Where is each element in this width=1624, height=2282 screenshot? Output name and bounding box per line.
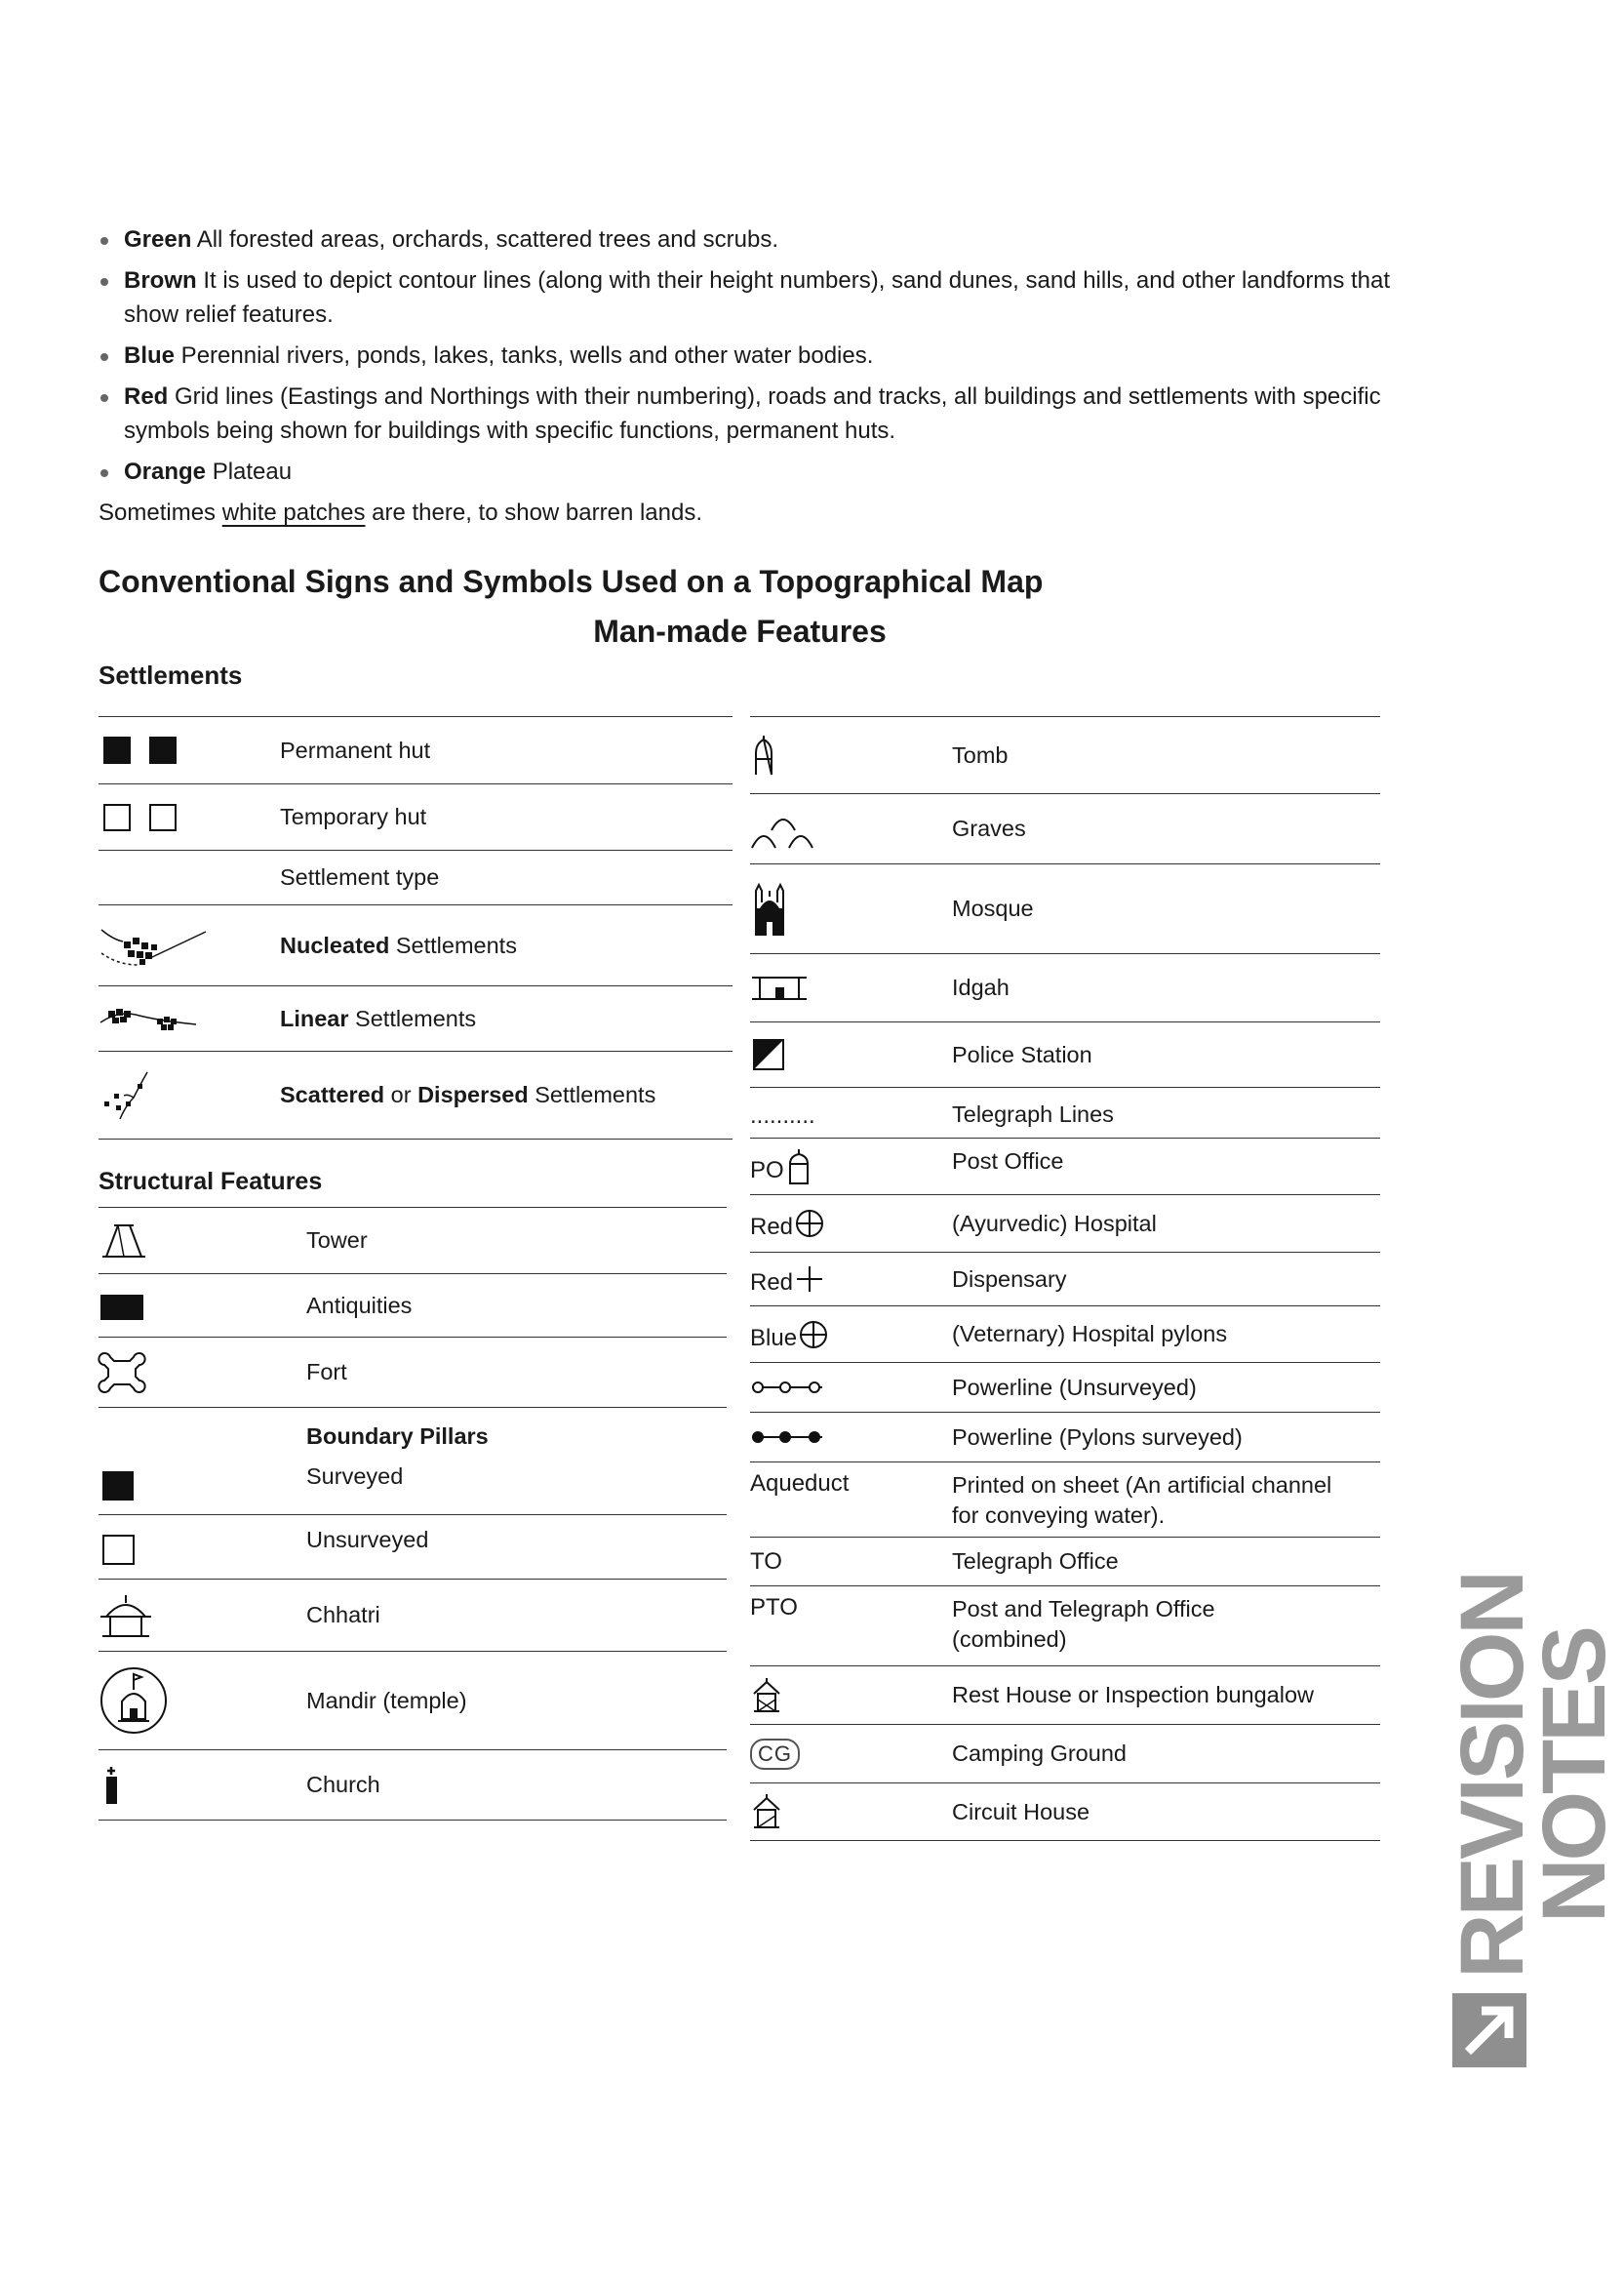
table-row xyxy=(99,1651,727,1749)
bullet-color: Blue xyxy=(124,342,176,369)
row-label-bold: Scattered xyxy=(280,1082,385,1107)
powerline-filled-icon xyxy=(750,1427,952,1447)
note-text: are there, to show barren lands. xyxy=(365,500,702,526)
row-label: Tower xyxy=(306,1227,368,1253)
row-label xyxy=(952,1594,1215,1655)
graves-icon xyxy=(750,809,952,850)
crossed-circle-icon xyxy=(793,1207,826,1240)
table-row xyxy=(99,1207,727,1273)
bullet-text: All forested areas, orchards, scattered trees and scrubs. xyxy=(191,226,779,253)
idgah-icon xyxy=(750,974,952,1003)
table-row xyxy=(750,1021,1380,1087)
dispensary-symbol xyxy=(750,1261,952,1297)
camping-ground-icon xyxy=(750,1739,952,1770)
bullet-red xyxy=(99,380,1396,448)
camping-ground-text: CG xyxy=(750,1739,800,1770)
table-row xyxy=(750,1252,1380,1305)
symbol-text: Red xyxy=(750,1269,794,1296)
row-label: Tomb xyxy=(952,741,1009,768)
row-label xyxy=(952,1470,1331,1531)
circuit-house-icon xyxy=(750,1794,952,1829)
note-underlined: white patches xyxy=(221,500,366,526)
scattered-settlement-icon xyxy=(99,1066,280,1125)
boundary-pillars-heading: Boundary Pillars xyxy=(306,1423,489,1449)
empty-square-icon xyxy=(99,1525,306,1566)
table-row xyxy=(750,1138,1380,1194)
bullet-color: Green xyxy=(124,226,192,253)
powerline-open-icon xyxy=(750,1378,952,1397)
bullet-text: Perennial rivers, ponds, lakes, tanks, wells and other water bodies. xyxy=(175,342,874,369)
row-label: Telegraph Lines xyxy=(952,1101,1114,1127)
structural-heading: Structural Features xyxy=(99,1168,323,1195)
table-row xyxy=(99,1749,727,1821)
antiquities-icon xyxy=(99,1291,306,1320)
row-label-line: Printed on sheet (An artificial channel xyxy=(952,1472,1332,1498)
row-label: Mandir (temple) xyxy=(306,1687,467,1713)
row-label: (Veternary) Hospital pylons xyxy=(952,1321,1228,1346)
filled-square-icon xyxy=(99,1461,306,1501)
telegraph-office-symbol: TO xyxy=(750,1547,782,1575)
table-row xyxy=(99,985,733,1051)
barren-lands-note xyxy=(99,496,1396,530)
table-row xyxy=(750,793,1380,863)
fort-icon xyxy=(99,1351,306,1394)
table-row xyxy=(99,1273,727,1337)
structural-table xyxy=(99,1207,727,1821)
row-label: Idgah xyxy=(952,975,1010,1000)
table-row xyxy=(750,716,1380,793)
row-label-bold: Nucleated xyxy=(280,932,390,958)
table-row xyxy=(750,1305,1380,1362)
table-row xyxy=(750,953,1380,1021)
row-label: Rest House or Inspection bungalow xyxy=(952,1682,1314,1707)
table-row xyxy=(99,783,733,850)
church-icon xyxy=(99,1765,306,1806)
row-label-rest: Settlements xyxy=(528,1082,656,1107)
section-title: Conventional Signs and Symbols Used on a Topographical Map xyxy=(99,564,1044,599)
bullet-text: Plateau xyxy=(206,459,293,485)
row-label: Fort xyxy=(306,1359,347,1384)
row-label: Chhatri xyxy=(306,1602,380,1627)
row-label xyxy=(280,1080,655,1110)
row-label: Circuit House xyxy=(952,1798,1090,1824)
table-row xyxy=(750,1665,1380,1724)
row-label: Powerline (Unsurveyed) xyxy=(952,1374,1197,1400)
right-symbols-table xyxy=(750,716,1380,1841)
side-banner-text: REVISION NOTES xyxy=(1443,1573,1624,1979)
arrow-up-right-icon xyxy=(1452,1993,1526,2067)
row-label: Dispensary xyxy=(952,1265,1067,1292)
row-label: Temporary hut xyxy=(280,804,427,829)
section-subtitle: Man-made Features xyxy=(593,614,887,649)
rest-house-icon xyxy=(750,1678,952,1713)
linear-settlement-icon xyxy=(99,999,280,1038)
row-label: Church xyxy=(306,1772,380,1797)
tomb-icon xyxy=(750,734,952,777)
table-row xyxy=(99,1452,727,1514)
bullet-text: It is used to depict contour lines (along with their height numbers), sand dunes, sand hills, and other landforms that show relief features. xyxy=(124,267,1391,328)
row-label: Camping Ground xyxy=(952,1741,1127,1766)
note-text: Sometimes xyxy=(99,500,222,526)
table-row xyxy=(750,863,1380,953)
row-label xyxy=(280,931,517,961)
table-row xyxy=(99,716,733,783)
veterinary-hospital-symbol xyxy=(750,1317,952,1352)
aqueduct-symbol: Aqueduct xyxy=(750,1470,850,1497)
tower-icon xyxy=(99,1221,306,1261)
table-row xyxy=(750,1585,1380,1665)
row-label: Telegraph Office xyxy=(952,1548,1119,1574)
row-label-line: for conveying water). xyxy=(952,1502,1166,1528)
color-bullet-list xyxy=(99,222,1396,530)
cross-icon xyxy=(793,1262,826,1296)
row-label: Powerline (Pylons surveyed) xyxy=(952,1423,1243,1450)
row-label xyxy=(280,1004,476,1034)
filled-squares-icon xyxy=(99,736,280,765)
telegraph-lines-symbol: .......... xyxy=(750,1102,815,1129)
bullet-color: Brown xyxy=(124,267,197,294)
row-label-line: Post and Telegraph Office xyxy=(952,1596,1215,1621)
table-row xyxy=(750,1537,1380,1585)
table-row xyxy=(750,1412,1380,1461)
row-label: Unsurveyed xyxy=(306,1527,429,1552)
bullet-color: Red xyxy=(124,383,169,410)
row-label-line: (combined) xyxy=(952,1626,1067,1652)
settlements-heading: Settlements xyxy=(99,661,243,690)
row-label-bold: Linear xyxy=(280,1005,349,1031)
table-row xyxy=(750,1194,1380,1252)
row-label-rest: Settlements xyxy=(389,932,517,958)
row-label-mid: or xyxy=(384,1082,418,1107)
post-office-symbol xyxy=(750,1148,952,1185)
settlements-table xyxy=(99,716,733,1140)
empty-squares-icon xyxy=(99,803,280,832)
row-label: Surveyed xyxy=(306,1463,404,1489)
chhatri-icon xyxy=(99,1593,306,1638)
symbol-text: PO xyxy=(750,1156,784,1183)
side-banner xyxy=(1443,1483,1624,2068)
row-label: Post Office xyxy=(952,1148,1064,1174)
row-label: Police Station xyxy=(952,1041,1092,1067)
row-label-rest: Settlements xyxy=(348,1005,477,1031)
table-row xyxy=(750,1461,1380,1537)
table-row xyxy=(99,1407,727,1452)
row-label: Antiquities xyxy=(306,1292,413,1318)
post-office-icon xyxy=(784,1148,813,1185)
bullet-brown xyxy=(99,263,1396,332)
row-label: Permanent hut xyxy=(280,737,431,763)
nucleated-settlement-icon xyxy=(99,916,280,975)
police-station-icon xyxy=(750,1037,952,1072)
row-label-bold: Dispersed xyxy=(417,1082,529,1107)
table-row xyxy=(99,1337,727,1407)
ayurvedic-hospital-symbol xyxy=(750,1206,952,1241)
table-row xyxy=(99,1579,727,1651)
post-telegraph-office-symbol: PTO xyxy=(750,1594,798,1621)
table-row xyxy=(750,1087,1380,1138)
bullet-color: Orange xyxy=(124,459,207,485)
bullet-green xyxy=(99,222,1396,257)
table-row xyxy=(750,1724,1380,1782)
mosque-icon xyxy=(750,881,952,938)
temple-icon xyxy=(99,1664,306,1737)
table-row xyxy=(99,904,733,985)
bullet-text: Grid lines (Eastings and Northings with their numbering), roads and tracks, all buildings and settlements with specific symbols being shown for buildings with specific functions, permanent huts. xyxy=(124,383,1381,444)
table-row xyxy=(750,1782,1380,1841)
symbol-text: Red xyxy=(750,1214,794,1240)
row-label: Settlement type xyxy=(280,864,440,890)
bullet-orange xyxy=(99,455,1396,489)
table-row xyxy=(99,850,733,904)
row-label: Graves xyxy=(952,816,1026,841)
row-label: (Ayurvedic) Hospital xyxy=(952,1210,1157,1236)
bullet-blue xyxy=(99,339,1396,373)
crossed-circle-icon xyxy=(797,1318,830,1351)
row-label: Mosque xyxy=(952,896,1034,921)
table-row xyxy=(99,1051,733,1140)
table-row xyxy=(750,1362,1380,1412)
table-row xyxy=(99,1514,727,1579)
symbol-text: Blue xyxy=(750,1324,798,1351)
